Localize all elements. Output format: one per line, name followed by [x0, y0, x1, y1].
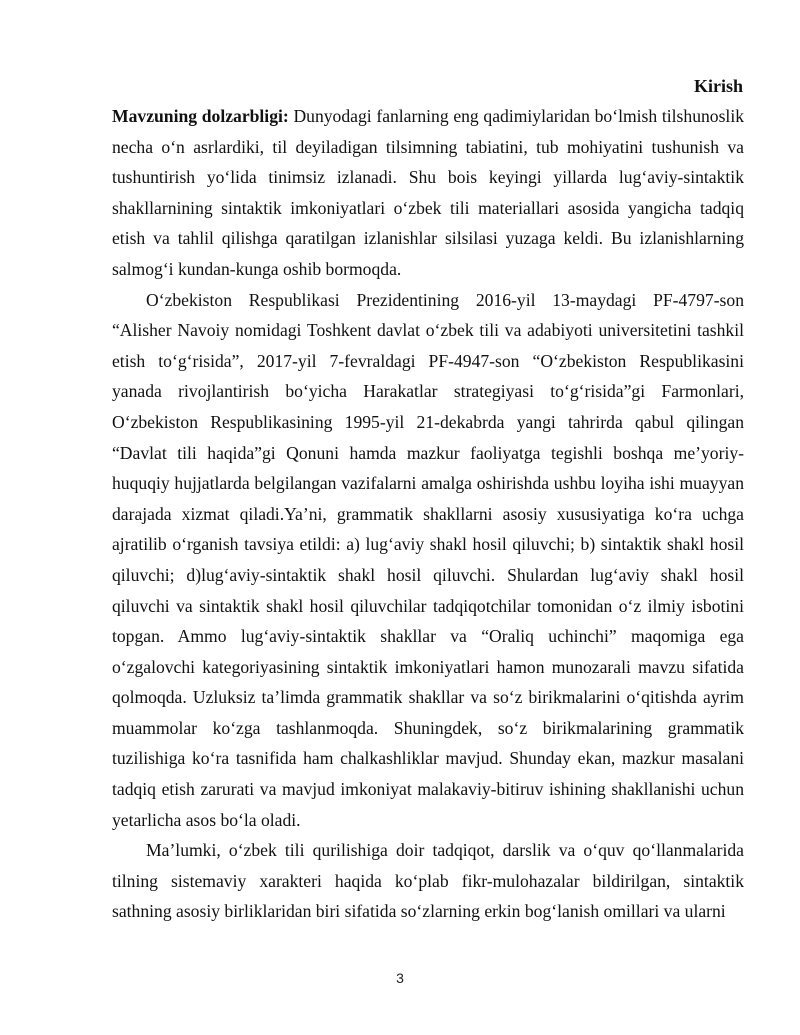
page-number: 3	[396, 970, 404, 986]
paragraph-2: O‘zbekiston Respublikasi Prezidentining 2016-yil 13-maydagi PF-4797-son “Alisher Navoiy nomidagi Toshkent davlat o‘zbek tili va adabiyoti universitetini tashkil etish to‘g‘risida”, 2017-yil 7-fevraldagi PF-4947-son “O‘zbekiston Respublikasini yanada rivojlantirish bo‘yicha Harakatlar strategiyasi to‘g‘risida”gi Farmonlari, O‘zbekiston Respublikasining 1995-yil 21-dekabrda yangi tahrirda qabul qilingan “Davlat tili haqida”gi Qonuni hamda mazkur faoliyatga tegishli boshqa me’yoriy-huquqiy hujjatlarda belgilangan vazifalarni amalga oshirishda ushbu loyiha ishi muayyan darajada xizmat qiladi.Ya’ni, grammatik shakllarni asosiy xususiyatiga ko‘ra uchga ajratilib o‘rganish tavsiya etildi: a) lug‘aviy shakl hosil qiluvchi; b) sintaktik shakl hosil qiluvchi; d)lug‘aviy-sintaktik shakl hosil qiluvchi. Shulardan lug‘aviy shakl hosil qiluvchi va sintaktik shakl hosil qiluvchilar tadqiqotchilar tomonidan o‘z ilmiy isbotini topgan. Ammo lug‘aviy-sintaktik shakllar va “Oraliq uchinchi” maqomiga ega o‘zgalovchi kategoriyasining sintaktik imkoniyatlari hamon munozarali mavzu sifatida qolmoqda. Uzluksiz ta’limda grammatik shakllar va so‘z birikmalarini o‘qitishda ayrim muammolar ko‘zga tashlanmoqda. Shuningdek, so‘z birikmalarining grammatik tuzilishiga ko‘ra tasnifida ham chalkashliklar mavjud. Shunday ekan, mazkur masalani tadqiq etish zarurati va mavjud imkoniyat malakaviy-bitiruv ishining shakllanishi uchun yetarlicha asos bo‘la oladi.	[112, 289, 744, 830]
intro-text: Dunyodagi fanlarning eng qadimiylaridan bo‘lmish tilshunoslik necha o‘n asrlardiki, til deyiladigan tilsimning tabiatini, tub mohiyatini tushunish va tushuntirish yo‘lida tinimsiz izlanadi. Shu bois keyingi yillarda lug‘aviy-sintaktik shakllarnining sintaktik imkoniyatlari o‘zbek tili materiallari asosida yangicha tadqiq etish va tahlil qilishga qaratilgan izlanishlar silsilasi yuzaga keldi. Bu izlanishlarning salmog‘i kundan-kunga oshib bormoqda.	[112, 106, 745, 279]
intro-paragraph	[112, 101, 744, 285]
paragraph-3: Ma’lumki, o‘zbek tili qurilishiga doir tadqiqot, darslik va o‘quv qo‘llanmalarida tilning sistemaviy xarakteri haqida ko‘plab fikr-mulohazalar bildirilgan, sintaktik sathning asosiy birliklaridan biri sifatida so‘zlarning erkin bog‘lanish omillari va ularni	[112, 840, 744, 922]
body-text	[112, 101, 744, 927]
intro-lead: Mavzuning dolzarbligi:	[112, 106, 289, 126]
section-heading: Kirish	[693, 76, 743, 96]
